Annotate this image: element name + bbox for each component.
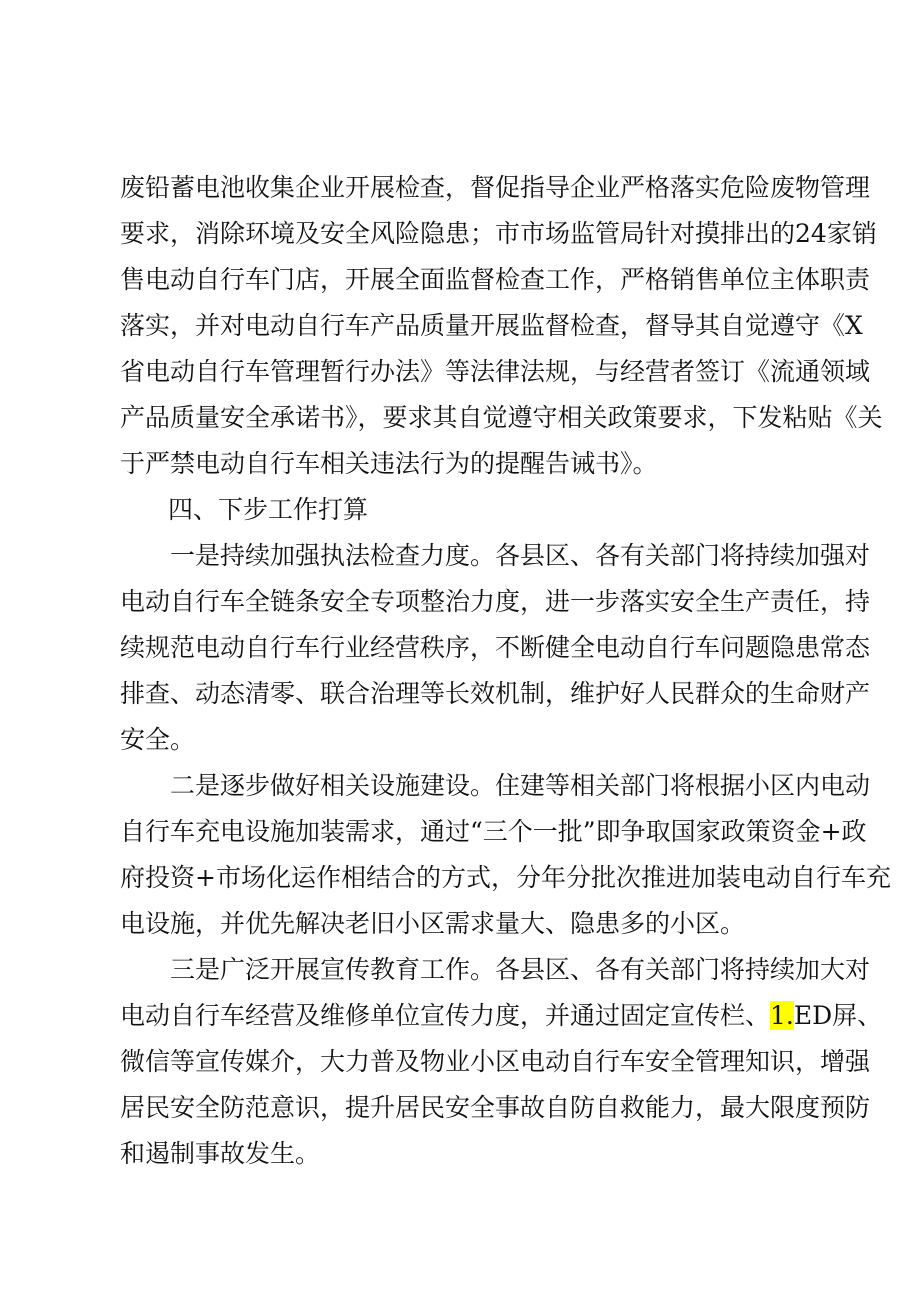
paragraph-4-line-2-text-before: 电动自行车经营及维修单位宣传力度，并通过固定宣传栏、 <box>120 1001 771 1030</box>
paragraph-2-line-3: 续规范电动自行车行业经营秩序，不断健全电动自行车问题隐患常态 <box>120 633 871 662</box>
highlighted-text: 1. <box>770 1001 794 1030</box>
paragraph-2-line-5: 安全。 <box>120 725 196 754</box>
paragraph-4-line-3: 微信等宣传媒介，大力普及物业小区电动自行车安全管理知识，增强 <box>120 1047 871 1076</box>
paragraph-4-line-1: 三是广泛开展宣传教育工作。各县区、各有关部门将持续加大对 <box>170 955 871 984</box>
paragraph-1-line-2: 要求，消除环境及安全风险隐患；市市场监管局针对摸排出的24家销 <box>120 219 877 248</box>
section-heading: 四、下步工作打算 <box>168 495 369 524</box>
paragraph-2-line-1: 一是持续加强执法检查力度。各县区、各有关部门将持续加强对 <box>170 541 871 570</box>
paragraph-2-line-2: 电动自行车全链条安全专项整治力度，进一步落实安全生产责任，持 <box>120 587 871 616</box>
paragraph-2-line-4: 排查、动态清零、联合治理等长效机制，维护好人民群众的生命财产 <box>120 679 871 708</box>
paragraph-4-line-5: 和遏制事故发生。 <box>120 1139 321 1168</box>
paragraph-1-line-4: 落实，并对电动自行车产品质量开展监督检查，督导其自觉遵守《X <box>120 311 863 340</box>
paragraph-4-line-2 <box>120 999 883 1033</box>
paragraph-4-line-2-text-after: ED屏、 <box>793 1001 883 1030</box>
paragraph-1-line-5: 省电动自行车管理暂行办法》等法律法规，与经营者签订《流通领域 <box>120 357 871 386</box>
paragraph-3-line-4: 电设施，并优先解决老旧小区需求量大、隐患多的小区。 <box>120 909 746 938</box>
paragraph-1-line-7: 于严禁电动自行车相关违法行为的提醒告诫书》。 <box>120 449 658 478</box>
paragraph-3-line-2: 自行车充电设施加装需求，通过“三个一批”即争取国家政策资金+政 <box>120 817 867 846</box>
paragraph-1-line-3: 售电动自行车门店，开展全面监督检查工作，严格销售单位主体职责 <box>120 265 871 294</box>
paragraph-3-line-3: 府投资+市场化运作相结合的方式，分年分批次推进加装电动自行车充 <box>120 863 891 892</box>
paragraph-4-line-4: 居民安全防范意识，提升居民安全事故自防自救能力，最大限度预防 <box>120 1093 871 1122</box>
paragraph-3-line-1: 二是逐步做好相关设施建设。住建等相关部门将根据小区内电动 <box>170 771 871 800</box>
paragraph-1-line-6: 产品质量安全承诺书》，要求其自觉遵守相关政策要求，下发粘贴《关 <box>120 403 883 432</box>
paragraph-1-line-1: 废铅蓄电池收集企业开展检查，督促指导企业严格落实危险废物管理 <box>120 173 871 202</box>
